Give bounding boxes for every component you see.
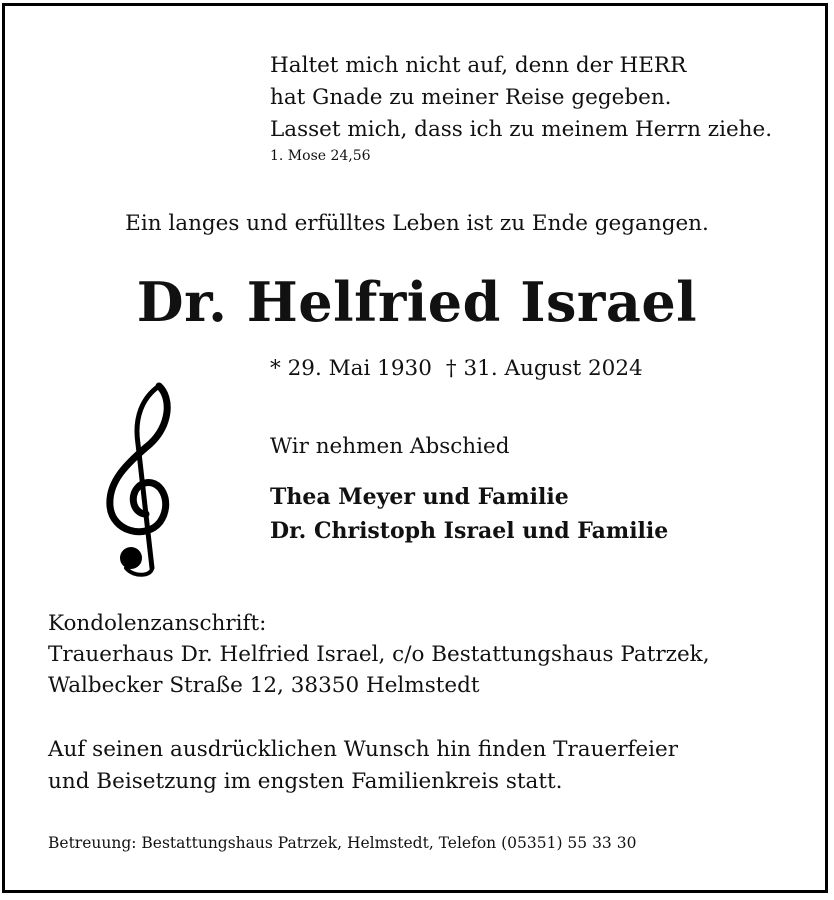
- funeral-home-note: Betreuung: Bestattungshaus Patrzek, Helmstedt, Telefon (05351) 55 33 30: [48, 834, 637, 852]
- birth-date: * 29. Mai 1930: [270, 356, 432, 381]
- verse-reference: 1. Mose 24,56: [270, 148, 371, 164]
- address-line: Trauerhaus Dr. Helfried Israel, c/o Bestattungshaus Patrzek,: [48, 642, 710, 667]
- mourner-name: Thea Meyer und Familie: [270, 484, 569, 510]
- verse-line: Lasset mich, dass ich zu meinem Herrn ziehe.: [270, 117, 773, 142]
- mourner-name: Dr. Christoph Israel und Familie: [270, 518, 669, 544]
- condolence-heading: Kondolenzanschrift:: [48, 611, 267, 636]
- verse-line: Haltet mich nicht auf, denn der HERR: [270, 53, 687, 78]
- address-line: Walbecker Straße 12, 38350 Helmstedt: [48, 673, 480, 698]
- intro-text: Ein langes und erfülltes Leben ist zu Ende gegangen.: [125, 211, 709, 236]
- funeral-wish: [48, 734, 678, 798]
- verse-line: hat Gnade zu meiner Reise gegeben.: [270, 85, 672, 110]
- treble-clef-icon: [104, 382, 184, 578]
- deceased-name: Dr. Helfried Israel: [136, 270, 698, 334]
- life-dates: [270, 356, 643, 381]
- death-date: † 31. August 2024: [445, 356, 643, 381]
- condolence-address: [48, 608, 710, 701]
- wish-line: und Beisetzung im engsten Familienkreis statt.: [48, 769, 563, 794]
- wish-line: Auf seinen ausdrücklichen Wunsch hin finden Trauerfeier: [48, 737, 679, 762]
- farewell-text: Wir nehmen Abschied: [270, 434, 510, 459]
- mourners-list: [270, 480, 668, 548]
- bible-verse: [270, 50, 772, 146]
